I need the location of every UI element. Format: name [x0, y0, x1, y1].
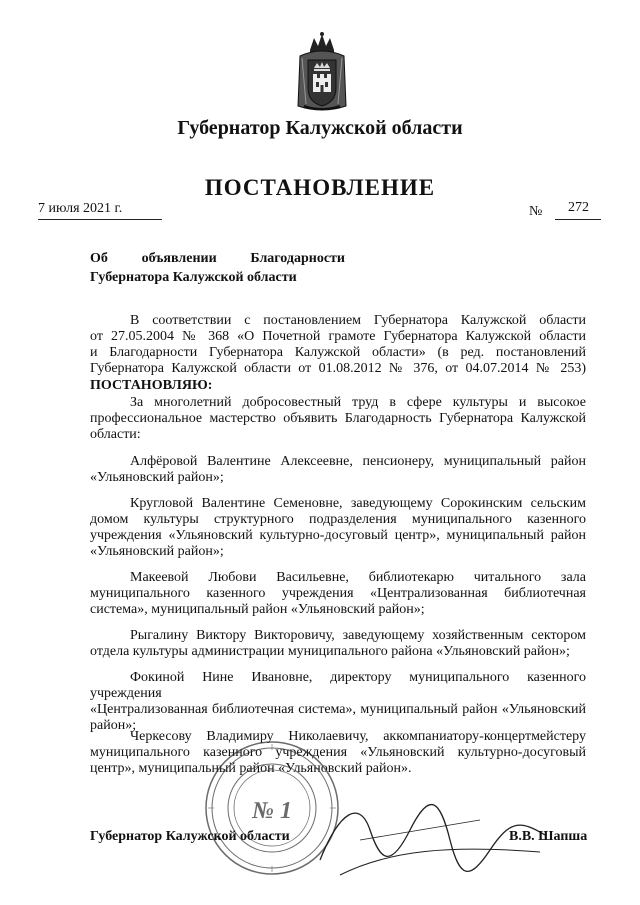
text-line: Макеевой Любови Васильевне, библиотекарю читального зала: [130, 570, 586, 585]
coat-of-arms-icon: [296, 32, 348, 114]
text-line: В соответствии с постановлением Губернатора Калужской области: [130, 313, 586, 328]
date-underline: [38, 219, 162, 220]
signature-position: Губернатор Калужской области: [90, 829, 290, 844]
text-line: Алфёровой Валентине Алексеевне, пенсионеру, муниципальный район: [130, 454, 586, 469]
text-line: Губернатора Калужской области от 01.08.2012 № 376, от 04.07.2014 № 253): [90, 361, 586, 376]
issuing-authority: Губернатор Калужской области: [177, 117, 463, 139]
number-underline: [555, 219, 601, 220]
signatory-name: В.В. Шапша: [509, 829, 588, 844]
recipient-paragraph: [90, 570, 586, 618]
recipient-paragraph: [90, 670, 586, 734]
text-line: от 27.05.2004 № 368 «О Почетной грамоте Губернатора Калужской области: [90, 329, 586, 344]
text-line: «Централизованная библиотечная система», муниципальный район «Ульяновский: [90, 702, 586, 717]
text-line: учреждения «Ульяновский культурно-досуговый центр», муниципальный район: [90, 528, 586, 543]
text-line: домом культуры структурного подразделения муниципального казенного: [90, 512, 586, 527]
document-date: 7 июля 2021 г.: [38, 201, 123, 216]
decree-word: ПОСТАНОВЛЯЮ:: [90, 378, 213, 393]
text-line: муниципального казенного учреждения «Централизованная библиотечная: [90, 586, 586, 601]
recipient-paragraph: [90, 628, 586, 660]
intro-paragraph: [90, 395, 586, 443]
text-line: Фокиной Нине Ивановне, директору муниципального казенного учреждения: [90, 670, 586, 701]
subject-line: Об объявлении Благодарности: [90, 251, 345, 266]
number-sign: №: [529, 204, 543, 219]
text-line: центр», муниципальный район «Ульяновский район».: [90, 761, 412, 776]
text-line: муниципального казенного учреждения «Ульяновский культурно-досуговый: [90, 745, 586, 760]
text-line: Кругловой Валентине Семеновне, заведующему Сорокинским сельским: [130, 496, 586, 511]
text-line: За многолетний добросовестный труд в сфере культуры и высокое: [130, 395, 586, 410]
text-line: система», муниципальный район «Ульяновский район»;: [90, 602, 425, 617]
text-line: «Ульяновский район»;: [90, 470, 224, 485]
text-line: «Ульяновский район»;: [90, 544, 224, 559]
text-line: Черкесову Владимиру Николаевичу, аккомпаниатору-концертмейстеру: [130, 729, 586, 744]
document-type-title: ПОСТАНОВЛЕНИЕ: [204, 175, 436, 200]
text-line: профессиональное мастерство объявить Благодарность Губернатора Калужской: [90, 411, 586, 426]
recipient-paragraph: [90, 496, 586, 560]
document-subject: [90, 249, 345, 287]
preamble-paragraph: [90, 313, 586, 377]
recipient-paragraph: [90, 454, 586, 486]
text-line: и Благодарности Губернатора Калужской области» (в ред. постановлений: [90, 345, 586, 360]
text-line: области:: [90, 427, 141, 442]
text-line: район»;: [90, 718, 137, 733]
subject-line: Губернатора Калужской области: [90, 270, 297, 285]
text-line: Рыгалину Виктору Викторовичу, заведующему хозяйственным сектором: [130, 628, 586, 643]
seal-number: № 1: [252, 798, 292, 824]
document-number: 272: [568, 200, 589, 215]
text-line: отдела культуры администрации муниципального района «Ульяновский район»;: [90, 644, 570, 659]
